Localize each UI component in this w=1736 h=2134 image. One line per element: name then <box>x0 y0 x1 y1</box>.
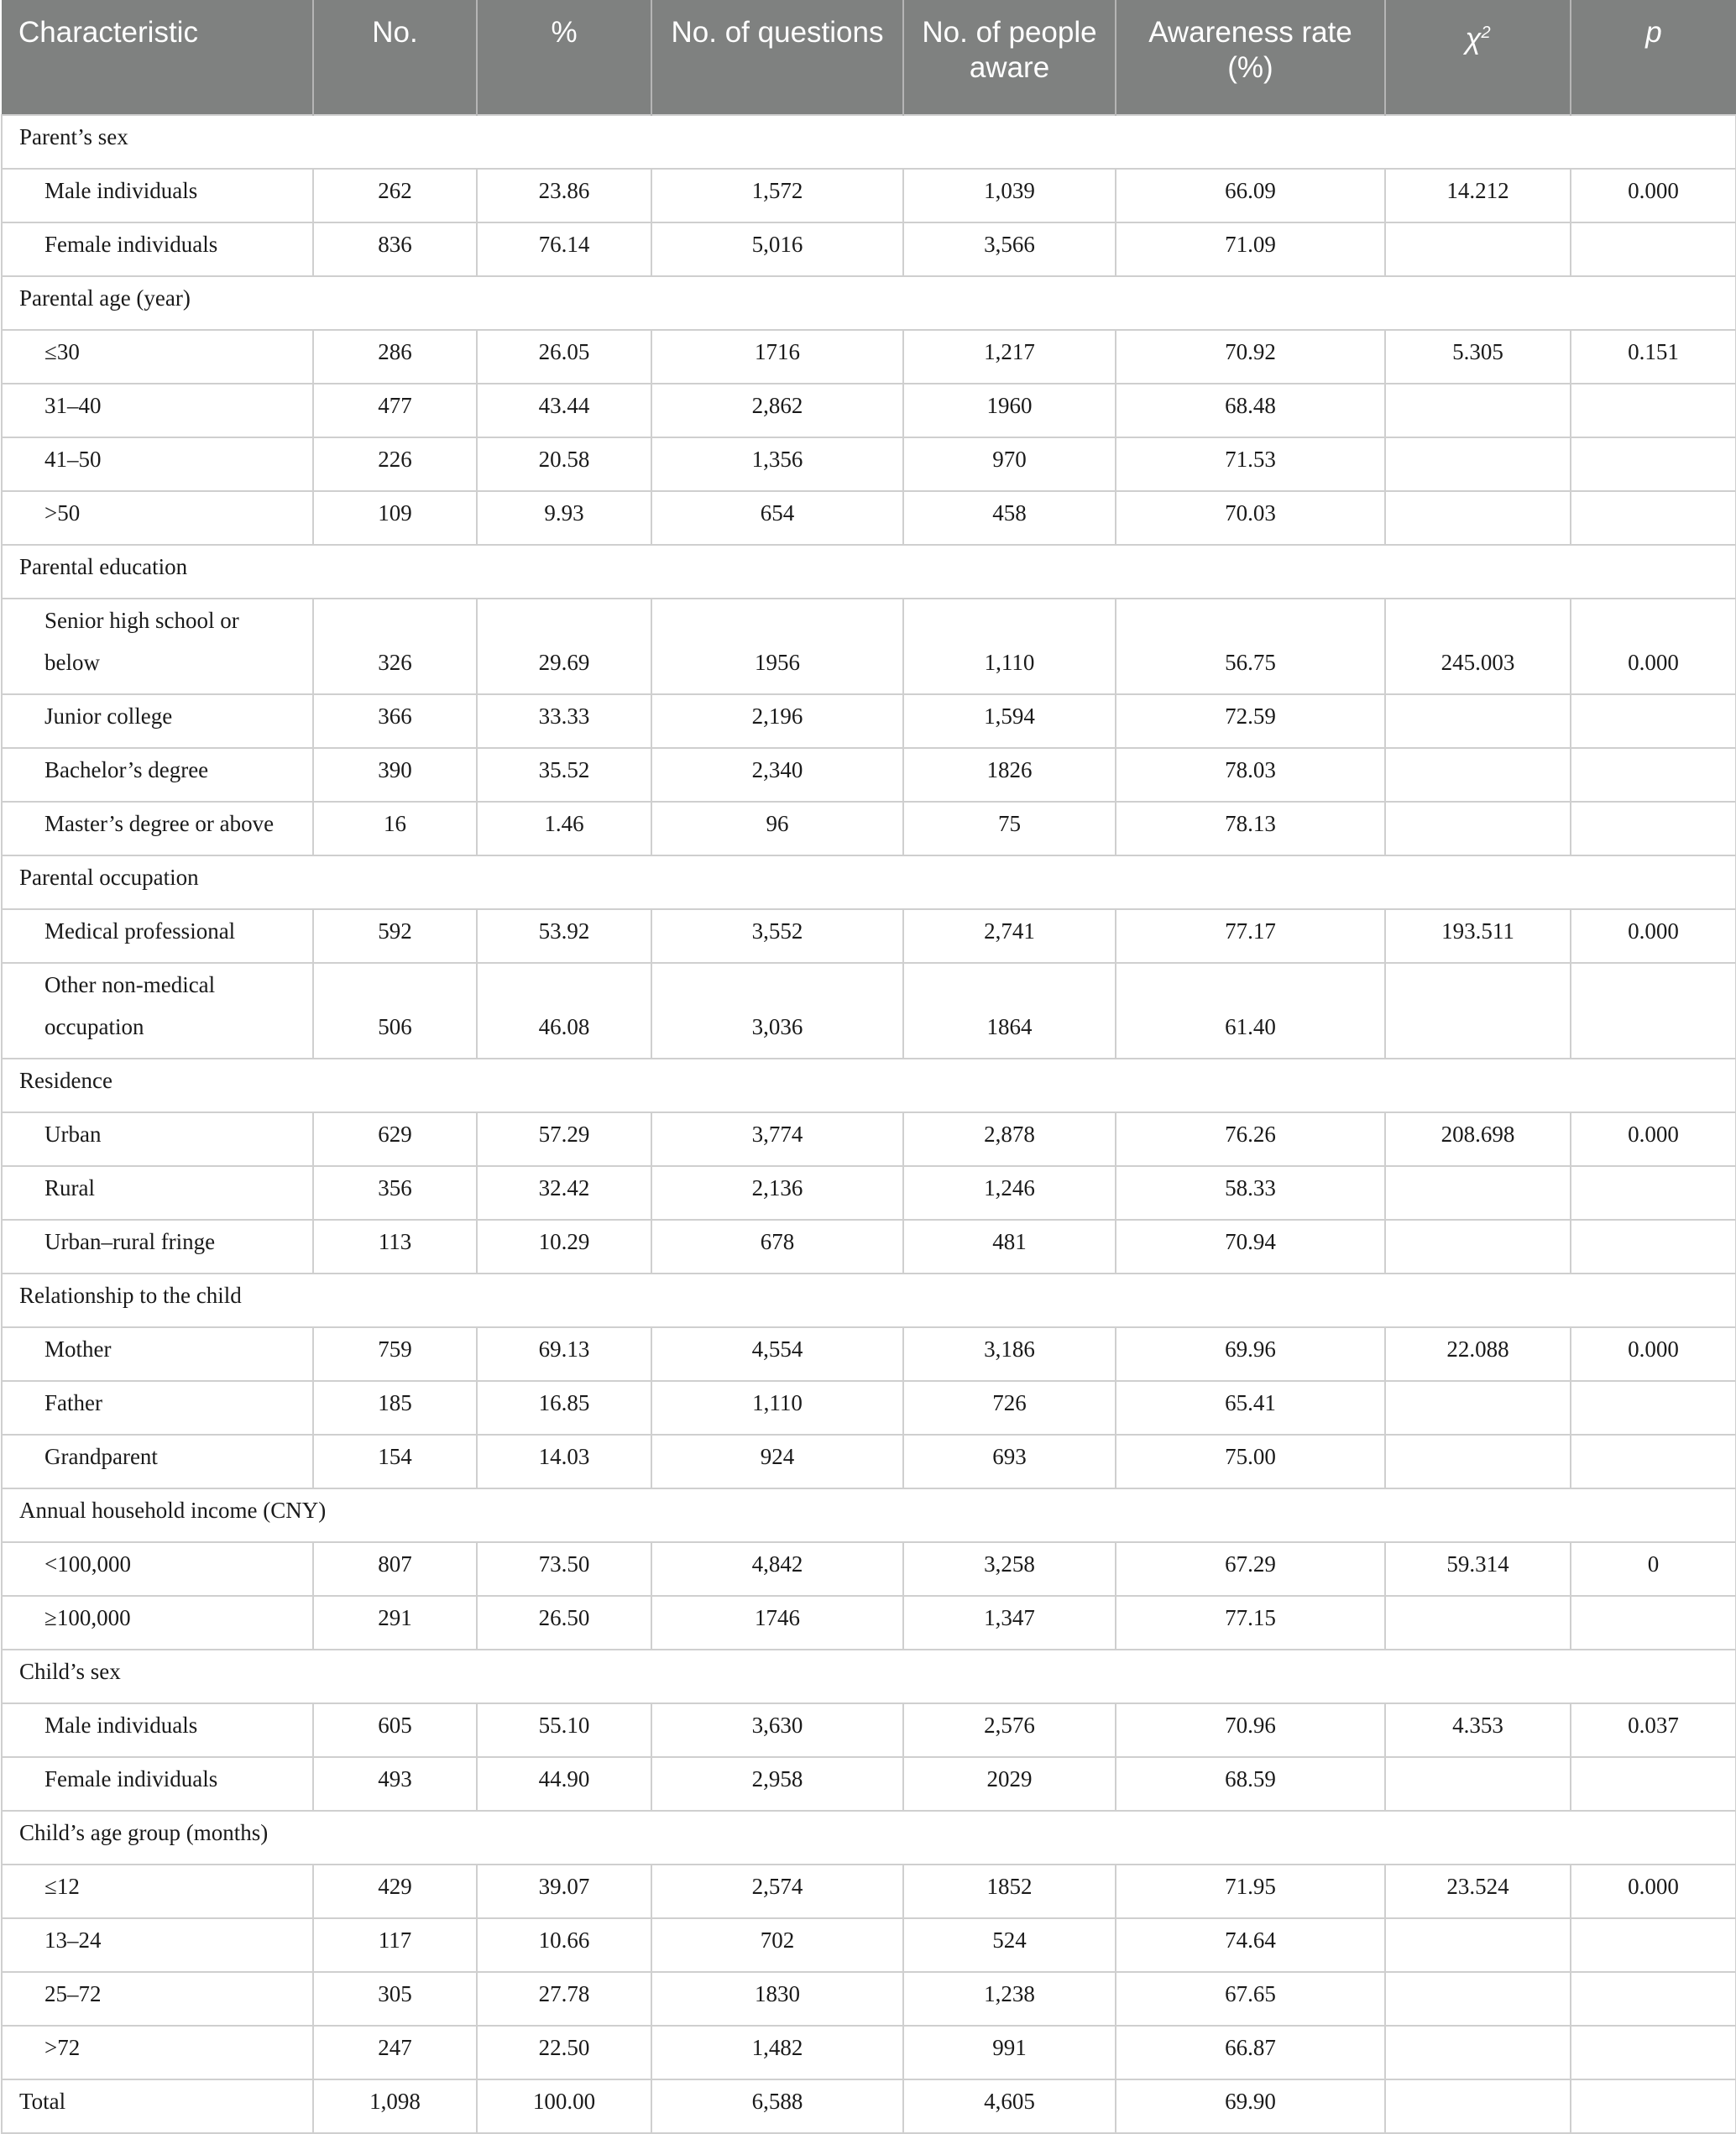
cell-p: 0 <box>1571 1542 1736 1596</box>
cell-chi2: 14.212 <box>1385 169 1571 222</box>
cell-label-line: Other non-medical <box>44 972 216 997</box>
cell-chi2: 4.353 <box>1385 1703 1571 1757</box>
cell-chi2 <box>1385 2079 1571 2133</box>
cell-p <box>1571 1166 1736 1220</box>
cell-p <box>1571 694 1736 748</box>
cell-aware: 1,246 <box>903 1166 1116 1220</box>
cell-no: 356 <box>313 1166 477 1220</box>
cell-no: 592 <box>313 909 477 963</box>
table-row <box>2 1865 1736 1918</box>
cell-aware: 1,347 <box>903 1596 1116 1650</box>
cell-label: Master’s degree or above <box>2 802 313 855</box>
group-title: Relationship to the child <box>2 1274 1736 1327</box>
cell-label: Grandparent <box>2 1435 313 1488</box>
cell-label-line: Senior high school or <box>44 608 239 633</box>
group-header-row <box>2 545 1736 599</box>
cell-label: Female individuals <box>2 222 313 276</box>
cell-no: 836 <box>313 222 477 276</box>
group-header-row <box>2 276 1736 330</box>
cell-chi2 <box>1385 1972 1571 2026</box>
cell-percent: 23.86 <box>477 169 651 222</box>
cell-chi2 <box>1385 222 1571 276</box>
cell-rate: 78.03 <box>1116 748 1385 802</box>
table-row <box>2 748 1736 802</box>
cell-percent: 55.10 <box>477 1703 651 1757</box>
cell-percent: 29.69 <box>477 599 651 694</box>
cell-no: 226 <box>313 437 477 491</box>
cell-aware: 1826 <box>903 748 1116 802</box>
cell-p <box>1571 384 1736 437</box>
cell-chi2 <box>1385 437 1571 491</box>
cell-aware: 2,741 <box>903 909 1116 963</box>
cell-percent: 53.92 <box>477 909 651 963</box>
chi-superscript: 2 <box>1481 24 1491 42</box>
cell-questions: 2,958 <box>651 1757 903 1811</box>
table-row <box>2 169 1736 222</box>
cell-rate: 67.29 <box>1116 1542 1385 1596</box>
cell-rate: 56.75 <box>1116 599 1385 694</box>
cell-percent: 35.52 <box>477 748 651 802</box>
cell-aware: 458 <box>903 491 1116 545</box>
cell-aware: 1,217 <box>903 330 1116 384</box>
cell-percent: 10.66 <box>477 1918 651 1972</box>
table-header <box>2 0 1736 115</box>
cell-chi2 <box>1385 694 1571 748</box>
cell-percent: 43.44 <box>477 384 651 437</box>
cell-no: 109 <box>313 491 477 545</box>
cell-questions: 1,482 <box>651 2026 903 2079</box>
cell-label: Total <box>2 2079 313 2133</box>
cell-p <box>1571 802 1736 855</box>
cell-rate: 70.92 <box>1116 330 1385 384</box>
cell-rate: 66.87 <box>1116 2026 1385 2079</box>
cell-rate: 69.90 <box>1116 2079 1385 2133</box>
cell-label <box>2 963 313 1059</box>
cell-label: Male individuals <box>2 169 313 222</box>
header-no-of-people-aware: No. of people aware <box>903 0 1116 115</box>
cell-chi2: 22.088 <box>1385 1327 1571 1381</box>
cell-no: 185 <box>313 1381 477 1435</box>
cell-questions: 702 <box>651 1918 903 1972</box>
cell-aware: 3,186 <box>903 1327 1116 1381</box>
cell-percent: 73.50 <box>477 1542 651 1596</box>
cell-aware: 2,878 <box>903 1112 1116 1166</box>
chi-symbol: χ <box>1465 22 1482 55</box>
cell-label: 31–40 <box>2 384 313 437</box>
cell-rate: 61.40 <box>1116 963 1385 1059</box>
cell-no: 807 <box>313 1542 477 1596</box>
cell-label: Female individuals <box>2 1757 313 1811</box>
cell-questions: 5,016 <box>651 222 903 276</box>
cell-rate: 77.17 <box>1116 909 1385 963</box>
awareness-table <box>1 0 1736 2134</box>
group-header-row <box>2 855 1736 909</box>
cell-chi2 <box>1385 748 1571 802</box>
cell-p <box>1571 1757 1736 1811</box>
cell-label: Junior college <box>2 694 313 748</box>
table-row <box>2 599 1736 694</box>
cell-rate: 71.09 <box>1116 222 1385 276</box>
cell-label: 25–72 <box>2 1972 313 2026</box>
cell-label: Mother <box>2 1327 313 1381</box>
table-row <box>2 1435 1736 1488</box>
cell-aware: 524 <box>903 1918 1116 1972</box>
table-row <box>2 330 1736 384</box>
cell-percent: 14.03 <box>477 1435 651 1488</box>
cell-aware: 1,594 <box>903 694 1116 748</box>
cell-chi2: 208.698 <box>1385 1112 1571 1166</box>
cell-no: 286 <box>313 330 477 384</box>
cell-p <box>1571 1972 1736 2026</box>
cell-questions: 1,572 <box>651 169 903 222</box>
cell-p: 0.000 <box>1571 599 1736 694</box>
group-title: Residence <box>2 1059 1736 1112</box>
cell-p <box>1571 491 1736 545</box>
cell-no: 493 <box>313 1757 477 1811</box>
cell-percent: 46.08 <box>477 963 651 1059</box>
cell-label: <100,000 <box>2 1542 313 1596</box>
cell-chi2: 5.305 <box>1385 330 1571 384</box>
cell-percent: 57.29 <box>477 1112 651 1166</box>
table-row <box>2 491 1736 545</box>
cell-chi2 <box>1385 1220 1571 1274</box>
cell-no: 429 <box>313 1865 477 1918</box>
cell-percent: 22.50 <box>477 2026 651 2079</box>
header-p: p <box>1571 0 1736 115</box>
cell-no: 629 <box>313 1112 477 1166</box>
table-row <box>2 1972 1736 2026</box>
cell-no: 154 <box>313 1435 477 1488</box>
cell-questions: 2,196 <box>651 694 903 748</box>
cell-aware: 3,566 <box>903 222 1116 276</box>
cell-chi2 <box>1385 1596 1571 1650</box>
table-row <box>2 802 1736 855</box>
cell-percent: 100.00 <box>477 2079 651 2133</box>
cell-questions: 3,774 <box>651 1112 903 1166</box>
cell-no: 262 <box>313 169 477 222</box>
cell-label: Rural <box>2 1166 313 1220</box>
cell-no: 16 <box>313 802 477 855</box>
cell-rate: 74.64 <box>1116 1918 1385 1972</box>
cell-no: 366 <box>313 694 477 748</box>
table-row <box>2 384 1736 437</box>
cell-p <box>1571 1918 1736 1972</box>
cell-rate: 70.94 <box>1116 1220 1385 1274</box>
header-no-of-questions: No. of questions <box>651 0 903 115</box>
group-header-row <box>2 1650 1736 1703</box>
cell-questions: 3,630 <box>651 1703 903 1757</box>
cell-percent: 1.46 <box>477 802 651 855</box>
cell-aware: 481 <box>903 1220 1116 1274</box>
cell-questions: 96 <box>651 802 903 855</box>
cell-p <box>1571 2026 1736 2079</box>
cell-questions: 1956 <box>651 599 903 694</box>
cell-percent: 27.78 <box>477 1972 651 2026</box>
cell-percent: 20.58 <box>477 437 651 491</box>
cell-no: 477 <box>313 384 477 437</box>
cell-rate: 71.53 <box>1116 437 1385 491</box>
total-row <box>2 2079 1736 2133</box>
cell-no: 1,098 <box>313 2079 477 2133</box>
cell-label: 41–50 <box>2 437 313 491</box>
cell-no: 759 <box>313 1327 477 1381</box>
cell-aware: 970 <box>903 437 1116 491</box>
cell-aware: 2,576 <box>903 1703 1116 1757</box>
cell-chi2 <box>1385 802 1571 855</box>
cell-percent: 9.93 <box>477 491 651 545</box>
cell-rate: 76.26 <box>1116 1112 1385 1166</box>
cell-chi2 <box>1385 2026 1571 2079</box>
cell-rate: 70.96 <box>1116 1703 1385 1757</box>
cell-label: Urban–rural fringe <box>2 1220 313 1274</box>
cell-questions: 654 <box>651 491 903 545</box>
group-title: Parental occupation <box>2 855 1736 909</box>
table-row <box>2 1327 1736 1381</box>
group-title: Parent’s sex <box>2 115 1736 169</box>
cell-aware: 3,258 <box>903 1542 1116 1596</box>
cell-questions: 2,862 <box>651 384 903 437</box>
cell-no: 113 <box>313 1220 477 1274</box>
cell-label: ≤12 <box>2 1865 313 1918</box>
cell-no: 117 <box>313 1918 477 1972</box>
cell-p: 0.037 <box>1571 1703 1736 1757</box>
cell-percent: 33.33 <box>477 694 651 748</box>
cell-questions: 1830 <box>651 1972 903 2026</box>
cell-questions: 924 <box>651 1435 903 1488</box>
table-row <box>2 1220 1736 1274</box>
cell-p: 0.000 <box>1571 169 1736 222</box>
cell-no: 390 <box>313 748 477 802</box>
table-row <box>2 1596 1736 1650</box>
cell-no: 506 <box>313 963 477 1059</box>
cell-aware: 726 <box>903 1381 1116 1435</box>
cell-aware: 1,110 <box>903 599 1116 694</box>
cell-p <box>1571 1435 1736 1488</box>
cell-aware: 75 <box>903 802 1116 855</box>
cell-chi2 <box>1385 1166 1571 1220</box>
cell-rate: 77.15 <box>1116 1596 1385 1650</box>
cell-aware: 693 <box>903 1435 1116 1488</box>
header-awareness-rate: Awareness rate (%) <box>1116 0 1385 115</box>
group-header-row <box>2 1274 1736 1327</box>
cell-chi2 <box>1385 1757 1571 1811</box>
cell-questions: 1746 <box>651 1596 903 1650</box>
cell-label: ≥100,000 <box>2 1596 313 1650</box>
cell-p <box>1571 1220 1736 1274</box>
cell-no: 305 <box>313 1972 477 2026</box>
cell-rate: 69.96 <box>1116 1327 1385 1381</box>
cell-rate: 67.65 <box>1116 1972 1385 2026</box>
cell-percent: 39.07 <box>477 1865 651 1918</box>
table-row <box>2 2026 1736 2079</box>
cell-label: >72 <box>2 2026 313 2079</box>
cell-label-line: occupation <box>44 1014 144 1039</box>
group-title: Annual household income (CNY) <box>2 1488 1736 1542</box>
table-row <box>2 1381 1736 1435</box>
cell-label: 13–24 <box>2 1918 313 1972</box>
table-row <box>2 222 1736 276</box>
cell-percent: 44.90 <box>477 1757 651 1811</box>
cell-p <box>1571 437 1736 491</box>
group-header-row <box>2 1488 1736 1542</box>
table-row <box>2 437 1736 491</box>
group-header-row <box>2 1059 1736 1112</box>
cell-questions: 2,574 <box>651 1865 903 1918</box>
cell-label: Bachelor’s degree <box>2 748 313 802</box>
table-row <box>2 1757 1736 1811</box>
table-row <box>2 909 1736 963</box>
cell-label: ≤30 <box>2 330 313 384</box>
cell-aware: 1,238 <box>903 1972 1116 2026</box>
cell-aware: 1864 <box>903 963 1116 1059</box>
cell-no: 326 <box>313 599 477 694</box>
table-row <box>2 694 1736 748</box>
cell-p <box>1571 2079 1736 2133</box>
cell-percent: 10.29 <box>477 1220 651 1274</box>
cell-p: 0.151 <box>1571 330 1736 384</box>
header-no: No. <box>313 0 477 115</box>
cell-percent: 32.42 <box>477 1166 651 1220</box>
cell-label-line: below <box>44 650 100 675</box>
cell-chi2: 23.524 <box>1385 1865 1571 1918</box>
cell-p <box>1571 1596 1736 1650</box>
cell-label: >50 <box>2 491 313 545</box>
cell-label: Medical professional <box>2 909 313 963</box>
cell-p <box>1571 1381 1736 1435</box>
cell-rate: 66.09 <box>1116 169 1385 222</box>
cell-questions: 4,842 <box>651 1542 903 1596</box>
cell-no: 605 <box>313 1703 477 1757</box>
cell-questions: 1716 <box>651 330 903 384</box>
cell-questions: 3,552 <box>651 909 903 963</box>
cell-questions: 4,554 <box>651 1327 903 1381</box>
cell-label <box>2 599 313 694</box>
cell-chi2 <box>1385 1918 1571 1972</box>
cell-p: 0.000 <box>1571 1112 1736 1166</box>
cell-rate: 58.33 <box>1116 1166 1385 1220</box>
cell-rate: 68.59 <box>1116 1757 1385 1811</box>
cell-aware: 2029 <box>903 1757 1116 1811</box>
table-row <box>2 1112 1736 1166</box>
group-title: Child’s sex <box>2 1650 1736 1703</box>
cell-rate: 75.00 <box>1116 1435 1385 1488</box>
cell-questions: 2,340 <box>651 748 903 802</box>
cell-no: 247 <box>313 2026 477 2079</box>
header-characteristic: Characteristic <box>2 0 313 115</box>
cell-percent: 26.05 <box>477 330 651 384</box>
cell-percent: 16.85 <box>477 1381 651 1435</box>
cell-aware: 1852 <box>903 1865 1116 1918</box>
cell-aware: 1960 <box>903 384 1116 437</box>
cell-p: 0.000 <box>1571 1865 1736 1918</box>
cell-rate: 65.41 <box>1116 1381 1385 1435</box>
group-title: Parental age (year) <box>2 276 1736 330</box>
cell-aware: 1,039 <box>903 169 1116 222</box>
group-title: Child’s age group (months) <box>2 1811 1736 1865</box>
table-row <box>2 1166 1736 1220</box>
cell-aware: 4,605 <box>903 2079 1116 2133</box>
header-chi-square <box>1385 0 1571 115</box>
cell-label: Male individuals <box>2 1703 313 1757</box>
cell-chi2 <box>1385 491 1571 545</box>
cell-no: 291 <box>313 1596 477 1650</box>
cell-rate: 71.95 <box>1116 1865 1385 1918</box>
cell-percent: 26.50 <box>477 1596 651 1650</box>
cell-aware: 991 <box>903 2026 1116 2079</box>
cell-percent: 69.13 <box>477 1327 651 1381</box>
cell-p <box>1571 963 1736 1059</box>
table-row <box>2 1542 1736 1596</box>
cell-questions: 3,036 <box>651 963 903 1059</box>
cell-rate: 78.13 <box>1116 802 1385 855</box>
cell-questions: 678 <box>651 1220 903 1274</box>
group-header-row <box>2 115 1736 169</box>
cell-questions: 1,356 <box>651 437 903 491</box>
cell-chi2 <box>1385 1435 1571 1488</box>
cell-p: 0.000 <box>1571 909 1736 963</box>
group-header-row <box>2 1811 1736 1865</box>
cell-p <box>1571 748 1736 802</box>
table-row <box>2 963 1736 1059</box>
cell-chi2 <box>1385 963 1571 1059</box>
cell-rate: 70.03 <box>1116 491 1385 545</box>
cell-chi2 <box>1385 384 1571 437</box>
cell-chi2: 193.511 <box>1385 909 1571 963</box>
header-percent: % <box>477 0 651 115</box>
cell-questions: 6,588 <box>651 2079 903 2133</box>
cell-percent: 76.14 <box>477 222 651 276</box>
cell-rate: 68.48 <box>1116 384 1385 437</box>
table-row <box>2 1918 1736 1972</box>
table-row <box>2 1703 1736 1757</box>
cell-label: Urban <box>2 1112 313 1166</box>
cell-rate: 72.59 <box>1116 694 1385 748</box>
cell-chi2: 59.314 <box>1385 1542 1571 1596</box>
cell-questions: 2,136 <box>651 1166 903 1220</box>
cell-questions: 1,110 <box>651 1381 903 1435</box>
group-title: Parental education <box>2 545 1736 599</box>
header-row <box>2 0 1736 115</box>
cell-label: Father <box>2 1381 313 1435</box>
cell-chi2 <box>1385 1381 1571 1435</box>
cell-chi2: 245.003 <box>1385 599 1571 694</box>
cell-p <box>1571 222 1736 276</box>
table-body <box>2 115 1736 2133</box>
cell-p: 0.000 <box>1571 1327 1736 1381</box>
